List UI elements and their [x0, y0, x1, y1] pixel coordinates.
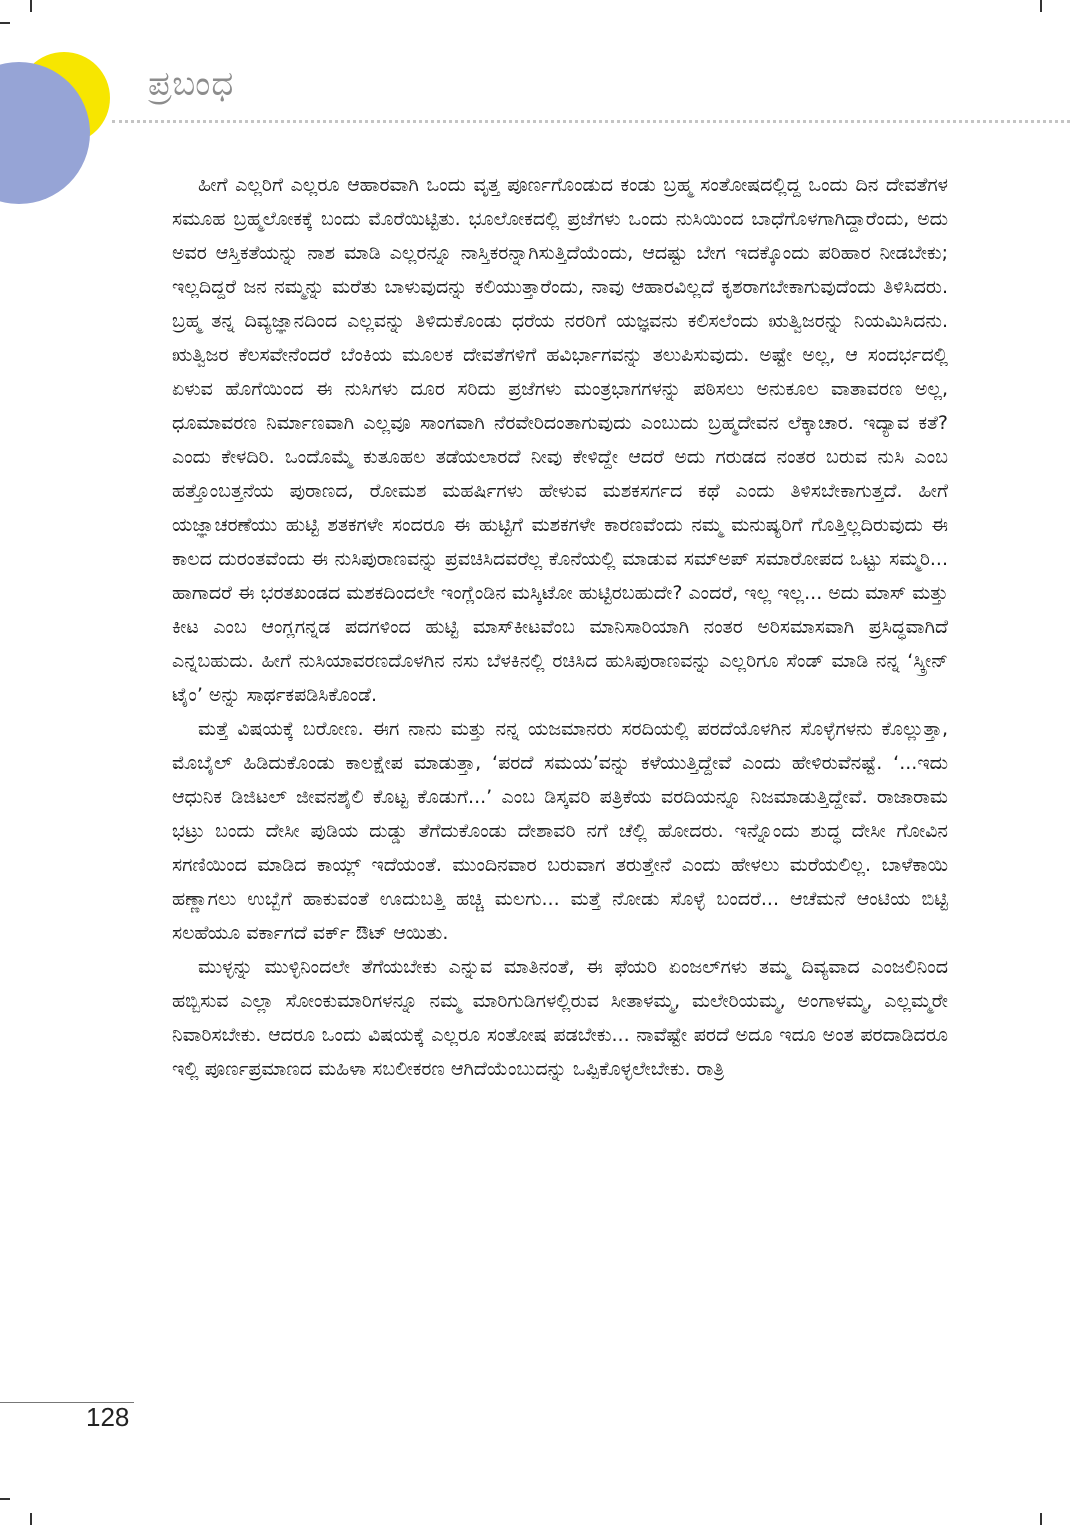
section-title: ಪ್ರಬಂಧ	[148, 64, 235, 104]
crop-mark-left-upper	[0, 22, 10, 24]
crop-mark-bottom-right	[1040, 1513, 1042, 1525]
crop-mark-top-left	[30, 0, 32, 12]
header-dotted-rule	[112, 120, 1070, 123]
paragraph: ಹೀಗೆ ಎಲ್ಲರಿಗೆ ಎಲ್ಲರೂ ಆಹಾರವಾಗಿ ಒಂದು ವೃತ್ತ ಪೂರ್ಣಗೊಂಡುದ ಕಂಡು ಬ್ರಹ್ಮ ಸಂತೋಷದಲ್ಲಿದ್ದ ಒಂದು ದಿನ ದೇವತೆಗಳ ಸಮೂಹ ಬ್ರಹ್ಮಲೋಕಕ್ಕೆ ಬಂದು ಮೊರೆಯಿಟ್ಟಿತು. ಭೂಲೋಕದಲ್ಲಿ ಪ್ರಜೆಗಳು ಒಂದು ನುಸಿಯಿಂದ ಬಾಧೆಗೊಳಗಾಗಿದ್ದಾರೆಂದು, ಅದು ಅವರ ಆಸ್ತಿಕತೆಯನ್ನು ನಾಶ ಮಾಡಿ ಎಲ್ಲರನ್ನೂ ನಾಸ್ತಿಕರನ್ನಾಗಿಸುತ್ತಿದೆಯೆಂದು, ಆದಷ್ಟು ಬೇಗ ಇದಕ್ಕೊಂದು ಪರಿಹಾರ ನೀಡಬೇಕು; ಇಲ್ಲದಿದ್ದರೆ ಜನ ನಮ್ಮನ್ನು ಮರೆತು ಬಾಳುವುದನ್ನು ಕಲಿಯುತ್ತಾರೆಂದು, ನಾವು ಆಹಾರವಿಲ್ಲದೆ ಕೃಶರಾಗಬೇಕಾಗುವುದೆಂದು ತಿಳಿಸಿದರು. ಬ್ರಹ್ಮ ತನ್ನ ದಿವ್ಯಜ್ಞಾನದಿಂದ ಎಲ್ಲವನ್ನು ತಿಳಿದುಕೊಂಡು ಧರೆಯ ನರರಿಗೆ ಯಜ್ಞವನು ಕಲಿಸಲೆಂದು ಋತ್ವಿಜರನ್ನು ನಿಯಮಿಸಿದನು. ಋತ್ವಿಜರ ಕೆಲಸವೇನೆಂದರೆ ಬೆಂಕಿಯ ಮೂಲಕ ದೇವತೆಗಳಿಗೆ ಹವಿರ್ಭಾಗವನ್ನು ತಲುಪಿಸುವುದು. ಅಷ್ಟೇ ಅಲ್ಲ, ಆ ಸಂದರ್ಭದಲ್ಲಿ ಏಳುವ ಹೊಗೆಯಿಂದ ಈ ನುಸಿಗಳು ದೂರ ಸರಿದು ಪ್ರಜೆಗಳು ಮಂತ್ರಭಾಗಗಳನ್ನು ಪಠಿಸಲು ಅನುಕೂಲ ವಾತಾವರಣ ಅಲ್ಲ, ಧೂಮಾವರಣ ನಿರ್ಮಾಣವಾಗಿ ಎಲ್ಲವೂ ಸಾಂಗವಾಗಿ ನೆರವೇರಿದಂತಾಗುವುದು ಎಂಬುದು ಬ್ರಹ್ಮದೇವನ ಲೆಕ್ಕಾಚಾರ. ಇದ್ಯಾವ ಕತೆ? ಎಂದು ಕೇಳದಿರಿ. ಒಂದೊಮ್ಮೆ ಕುತೂಹಲ ತಡೆಯಲಾರದೆ ನೀವು ಕೇಳಿದ್ದೇ ಆದರೆ ಅದು ಗರುಡದ ನಂತರ ಬರುವ ನುಸಿ ಎಂಬ ಹತ್ತೊಂಬತ್ತನೆಯ ಪುರಾಣದ, ರೋಮಶ ಮಹರ್ಷಿಗಳು ಹೇಳುವ ಮಶಕಸರ್ಗದ ಕಥೆ ಎಂದು ತಿಳಿಸಬೇಕಾಗುತ್ತದೆ. ಹೀಗೆ ಯಜ್ಞಾಚರಣೆಯು ಹುಟ್ಟಿ ಶತಕಗಳೇ ಸಂದರೂ ಈ ಹುಟ್ಟಿಗೆ ಮಶಕಗಳೇ ಕಾರಣವೆಂದು ನಮ್ಮ ಮನುಷ್ಯರಿಗೆ ಗೊತ್ತಿಲ್ಲದಿರುವುದು ಈ ಕಾಲದ ದುರಂತವೆಂದು ಈ ನುಸಿಪುರಾಣವನ್ನು ಪ್ರವಚಿಸಿದವರೆಲ್ಲ ಕೊನೆಯಲ್ಲಿ ಮಾಡುವ ಸಮ್‌ಅಪ್ ಸಮಾರೋಪದ ಒಟ್ಟು ಸಮ್ಮರಿ... ಹಾಗಾದರೆ ಈ ಭರತಖಂಡದ ಮಶಕದಿಂದಲೇ ಇಂಗ್ಲೆಂಡಿನ ಮಸ್ಕಿಟೋ ಹುಟ್ಟಿರಬಹುದೇ? ಎಂದರೆ, ಇಲ್ಲ ಇಲ್ಲ... ಅದು ಮಾಸ್ ಮತ್ತು ಕೀಟ ಎಂಬ ಆಂಗ್ಲಗನ್ನಡ ಪದಗಳಿಂದ ಹುಟ್ಟಿ ಮಾಸ್‌ಕೀಟವೆಂಬ ಮಾನಿಸಾರಿಯಾಗಿ ನಂತರ ಅರಿಸಮಾಸವಾಗಿ ಪ್ರಸಿದ್ಧವಾಗಿದೆ ಎನ್ನಬಹುದು. ಹೀಗೆ ನುಸಿಯಾವರಣದೊಳಗಿನ ನಸು ಬೆಳಕಿನಲ್ಲಿ ರಚಿಸಿದ ಹುಸಿಪುರಾಣವನ್ನು ಎಲ್ಲರಿಗೂ ಸೆಂಡ್ ಮಾಡಿ ನನ್ನ ‘ಸ್ಕ್ರೀನ್ ಟೈಂ’ ಅನ್ನು ಸಾರ್ಥಕಪಡಿಸಿಕೊಂಡೆ.	[172, 174, 949, 706]
crop-mark-bottom-left	[30, 1513, 32, 1525]
paragraph: ಮತ್ತೆ ವಿಷಯಕ್ಕೆ ಬರೋಣ. ಈಗ ನಾನು ಮತ್ತು ನನ್ನ ಯಜಮಾನರು ಸರದಿಯಲ್ಲಿ ಪರದೆಯೊಳಗಿನ ಸೊಳ್ಳೆಗಳನು ಕೊಲ್ಲುತ್ತಾ, ಮೊಬೈಲ್ ಹಿಡಿದುಕೊಂಡು ಕಾಲಕ್ಷೇಪ ಮಾಡುತ್ತಾ, ‘ಪರದೆ ಸಮಯ’ವನ್ನು ಕಳೆಯುತ್ತಿದ್ದೇವೆ ಎಂದು ಹೇಳಿರುವೆನಷ್ಟೆ. ‘...ಇದು ಆಧುನಿಕ ಡಿಜಿಟಲ್ ಜೀವನಶೈಲಿ ಕೊಟ್ಟ ಕೊಡುಗೆ...’ ಎಂಬ ಡಿಸ್ಕವರಿ ಪತ್ರಿಕೆಯ ವರದಿಯನ್ನೂ ನಿಜಮಾಡುತ್ತಿದ್ದೇವೆ. ರಾಜಾರಾಮ ಭಟ್ರು ಬಂದು ದೇಸೀ ಪುಡಿಯ ದುಡ್ಡು ತೆಗೆದುಕೊಂಡು ದೇಶಾವರಿ ನಗೆ ಚೆಲ್ಲಿ ಹೋದರು. ಇನ್ನೊಂದು ಶುದ್ಧ ದೇಸೀ ಗೋವಿನ ಸಗಣಿಯಿಂದ ಮಾಡಿದ ಕಾಯ್ಲ್ ಇದೆಯಂತೆ. ಮುಂದಿನವಾರ ಬರುವಾಗ ತರುತ್ತೇನೆ ಎಂದು ಹೇಳಲು ಮರೆಯಲಿಲ್ಲ. ಬಾಳೆಕಾಯಿ ಹಣ್ಣಾಗಲು ಉಬ್ಬೆಗೆ ಹಾಕುವಂತೆ ಊದುಬತ್ತಿ ಹಚ್ಚಿ ಮಲಗು... ಮತ್ತೆ ನೋಡು ಸೊಳ್ಳೆ ಬಂದರೆ... ಆಚೆಮನೆ ಆಂಟಿಯ ಬಿಟ್ಟಿ ಸಲಹೆಯೂ ವರ್ಕಾಗದೆ ವರ್ಕ್ ಔಟ್ ಆಯಿತು.	[172, 718, 948, 944]
page-number: 128	[86, 1402, 130, 1432]
crop-mark-top-right	[1040, 0, 1042, 12]
paragraph: ಮುಳ್ಳನ್ನು ಮುಳ್ಳಿನಿಂದಲೇ ತೆಗೆಯಬೇಕು ಎನ್ನುವ ಮಾತಿನಂತೆ, ಈ ಫೆಯರಿ ಏಂಜಲ್‌ಗಳು ತಮ್ಮ ದಿವ್ಯವಾದ ಎಂಜಲಿನಿಂದ ಹಬ್ಬಿಸುವ ಎಲ್ಲಾ ಸೋಂಕುಮಾರಿಗಳನ್ನೂ ನಮ್ಮ ಮಾರಿಗುಡಿಗಳಲ್ಲಿರುವ ಸೀತಾಳಮ್ಮ, ಮಲೇರಿಯಮ್ಮ, ಅಂಗಾಳಮ್ಮ, ಎಲ್ಲಮ್ಮರೇ ನಿವಾರಿಸಬೇಕು. ಆದರೂ ಒಂದು ವಿಷಯಕ್ಕೆ ಎಲ್ಲರೂ ಸಂತೋಷ ಪಡಬೇಕು... ನಾವೆಷ್ಟೇ ಪರದೆ ಅದೂ ಇದೂ ಅಂತ ಪರದಾಡಿದರೂ ಇಲ್ಲಿ ಪೂರ್ಣಪ್ರಮಾಣದ ಮಹಿಳಾ ಸಬಲೀಕರಣ ಆಗಿದೆಯೆಂಬುದನ್ನು ಒಪ್ಪಿಕೊಳ್ಳಲೇಬೇಕು. ರಾತ್ರಿ	[172, 956, 948, 1080]
article-body	[172, 168, 948, 1086]
crop-mark-left-lower	[0, 1498, 10, 1500]
